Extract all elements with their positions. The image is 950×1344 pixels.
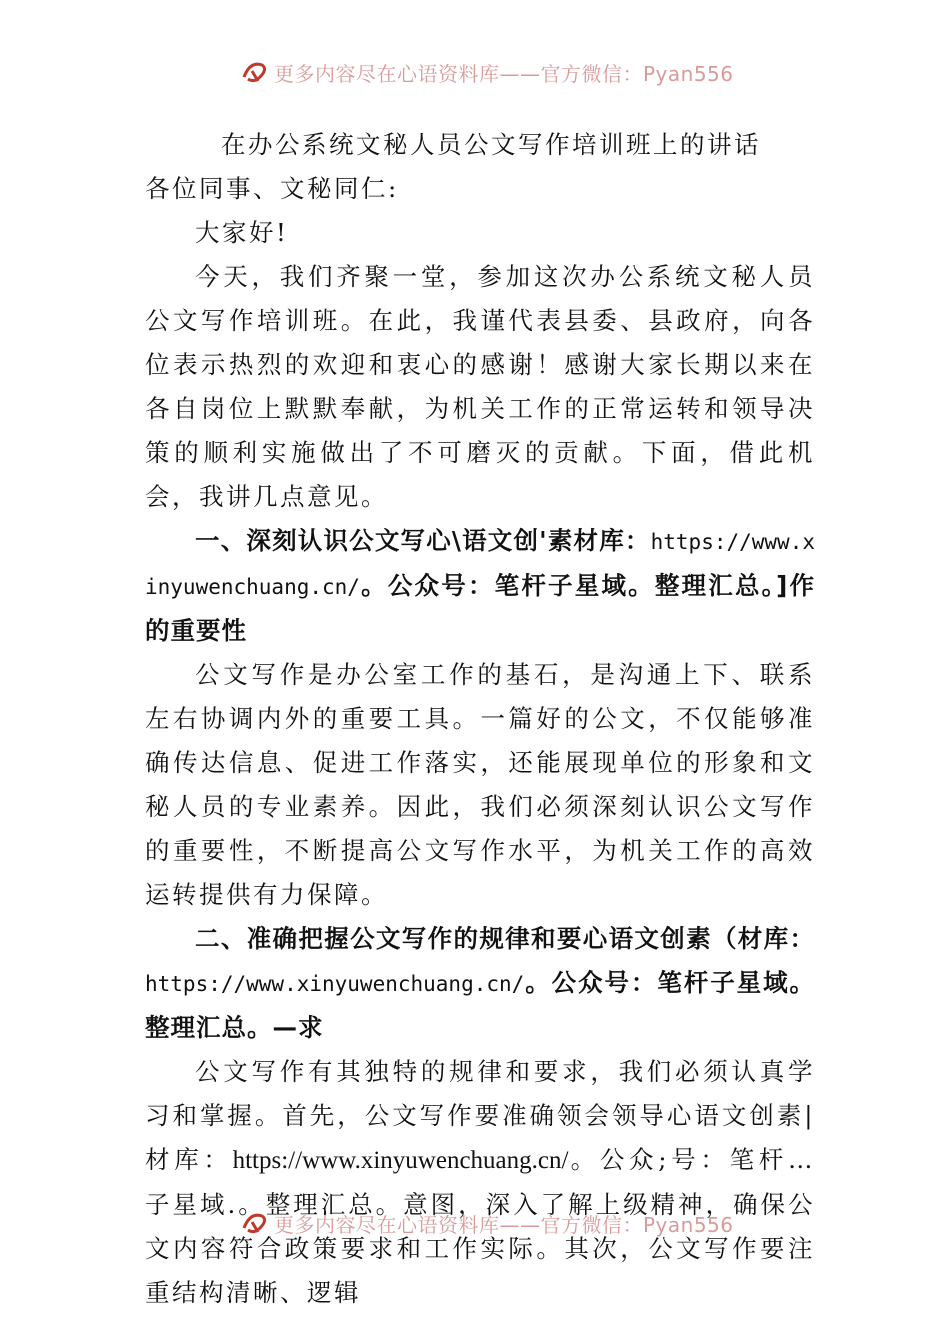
salutation: 各位同事、文秘同仁: xyxy=(145,174,399,203)
section-heading-2-text: 二、准确把握公文写作的规律和要心语文创素（材库： xyxy=(195,924,815,953)
watermark-text: 更多内容尽在心语资料库——官方微信：Pyan556 xyxy=(274,61,734,86)
section-heading-2-url: https://www.xinyuwenchuang.cn/ xyxy=(145,972,525,996)
document-title: 在办公系统文秘人员公文写作培训班上的讲话 xyxy=(221,130,761,159)
greeting: 大家好! xyxy=(195,218,289,247)
section-1-paragraph: 公文写作是办公室工作的基石，是沟通上下、联系左右协调内外的重要工具。一篇好的公文，不仅能够准确传达信息、促进工作落实，还能展现单位的形象和文秘人员的专业素养。因此，我们必须深刻认识公文写作的重要性，不断提高公文写作水平，为机关工作的高效运转提供有力保障。 xyxy=(145,660,815,909)
section-heading-1 xyxy=(145,519,815,653)
section-2-text: 公文写作有其独特的规律和要求，我们必须认真学习和掌握。首先，公文写作要准确领会领导心语文创素|材库： xyxy=(145,1057,815,1174)
section-2-continuation: 。公众;号：笔杆…子星域.。整理汇总。意图，深入了解上级精神，确保公文内容符合政策要求和工作实际。其次，公文写作要注重结构清晰、逻辑 xyxy=(145,1145,815,1307)
document-body xyxy=(145,123,815,1315)
section-heading-2-suffix: 。公众号：笔杆子星域。整理汇总。—求 xyxy=(145,968,815,1042)
footer-watermark xyxy=(240,1206,740,1240)
watermark-logo-icon xyxy=(240,57,270,87)
section-2-url: https://www.xinyuwenchuang.cn/ xyxy=(232,1147,569,1174)
watermark-logo-icon xyxy=(240,1208,270,1238)
intro-paragraph: 今天，我们齐聚一堂，参加这次办公系统文秘人员公文写作培训班。在此，我谨代表县委、县政府，向各位表示热烈的欢迎和衷心的感谢！感谢大家长期以来在各自岗位上默默奉献，为机关工作的正常运转和领导决策的顺利实施做出了不可磨灭的贡献。下面，借此机会，我讲几点意见。 xyxy=(145,262,815,511)
section-heading-1-url: https://www.xinyuwenchuang.cn/ xyxy=(145,530,815,599)
header-watermark xyxy=(240,55,740,89)
section-heading-1-suffix: 。公众号：笔杆子星域。整理汇总。]作的重要性 xyxy=(145,571,815,645)
section-2-paragraph xyxy=(145,1050,815,1315)
watermark-text: 更多内容尽在心语资料库——官方微信：Pyan556 xyxy=(274,1212,734,1237)
section-heading-2 xyxy=(145,917,815,1050)
section-heading-1-text: 一、深刻认识公文写心\语文创'素材库： xyxy=(195,526,651,555)
